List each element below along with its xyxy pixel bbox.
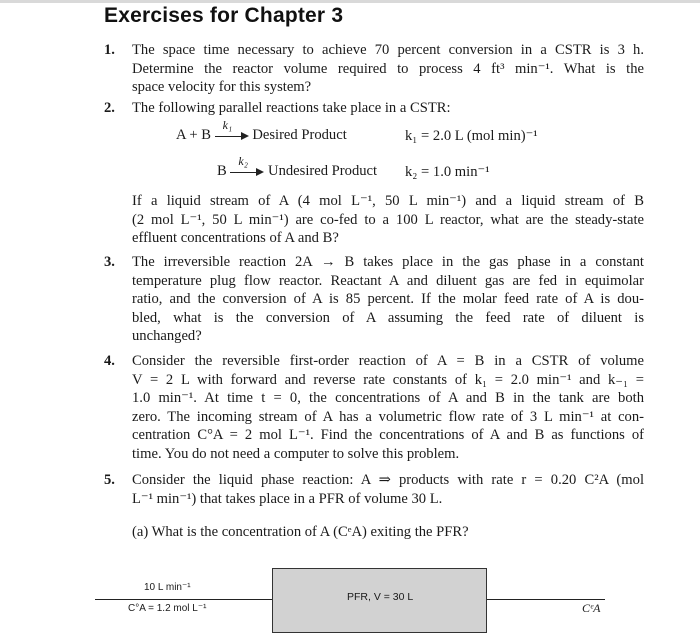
reaction-lhs: B bbox=[217, 163, 227, 179]
problem-line: time. You do not need a computer to solve this problem. bbox=[132, 445, 460, 462]
reaction-2 bbox=[217, 153, 378, 180]
problem-line: 1.0 min⁻¹. At time t = 0, the concentrations of A and B in the tank are both bbox=[132, 390, 644, 407]
problem-line: Consider the reversible first-order reaction of A = B in a CSTR of volume bbox=[132, 353, 644, 369]
problem-number: 1. bbox=[104, 42, 115, 58]
reaction-lhs: A + B bbox=[176, 127, 211, 143]
reactor-label: PFR, V = 30 L bbox=[347, 591, 414, 603]
problem-line: V = 2 L with forward and reverse rate constants of k₁ = 2.0 min⁻¹ and k₋₁ = bbox=[132, 371, 644, 388]
top-shade bbox=[0, 0, 700, 3]
problem-line: effluent concentrations of A and B? bbox=[132, 230, 339, 247]
problem-number: 3. bbox=[104, 254, 115, 270]
problem-line: The irreversible reaction 2A → B takes place in the gas phase in a constant bbox=[132, 254, 644, 270]
reaction-1 bbox=[176, 117, 347, 144]
reaction-2-rate: k₂ = 1.0 min⁻¹ bbox=[405, 164, 490, 180]
problem-line: Determine the reactor volume required to process 4 ft³ min⁻¹. What is the bbox=[132, 60, 644, 77]
problem-line: ratio, and the conversion of A is 85 percent. If the molar feed rate of A is dou- bbox=[132, 291, 644, 308]
problem-line: (2 mol L⁻¹, 50 L min⁻¹) are co-fed to a 100 L reactor, what are the steady-state bbox=[132, 211, 644, 228]
chapter-title: Exercises for Chapter 3 bbox=[104, 4, 344, 27]
reaction-product: Desired Product bbox=[252, 127, 347, 143]
problem-number: 2. bbox=[104, 100, 115, 116]
reaction-1-rate: k₁ = 2.0 L (mol min)⁻¹ bbox=[405, 128, 538, 144]
problem-line: unchanged? bbox=[132, 328, 202, 345]
reaction-arrow-icon bbox=[230, 153, 264, 179]
problem-line: temperature plug flow reactor. Reactant A and diluent gas are fed in equimolar bbox=[132, 272, 644, 289]
inlet-concentration-label: C°A = 1.2 mol L⁻¹ bbox=[128, 603, 207, 614]
reaction-arrow-icon bbox=[215, 117, 249, 143]
problem-line: zero. The incoming stream of A has a volumetric flow rate of 3 L min⁻¹ at con- bbox=[132, 408, 644, 425]
problem-line: space velocity for this system? bbox=[132, 79, 312, 96]
problem-line: The following parallel reactions take place in a CSTR: bbox=[132, 100, 451, 116]
problem-number: 4. bbox=[104, 353, 115, 369]
reaction-product: Undesired Product bbox=[268, 163, 378, 179]
problem-line: If a liquid stream of A (4 mol L⁻¹, 50 L min⁻¹) and a liquid stream of B bbox=[132, 193, 644, 209]
exit-concentration-label: CᵉA bbox=[582, 601, 601, 615]
flow-rate-label: 10 L min⁻¹ bbox=[144, 582, 191, 593]
rate-constant-label: k₁ bbox=[222, 117, 233, 132]
problem-line: The space time necessary to achieve 70 percent conversion in a CSTR is 3 h. bbox=[132, 42, 644, 58]
problem-line: L⁻¹ min⁻¹) that takes place in a PFR of volume 30 L. bbox=[132, 490, 443, 507]
problem-line: bled, what is the conversion of A assuming the feed rate of diluent is bbox=[132, 309, 644, 326]
problem-line: Consider the liquid phase reaction: A ⇒ products with rate r = 0.20 C²A (mol bbox=[132, 472, 644, 488]
problem-line: centration C°A = 2 mol L⁻¹. Find the concentrations of A and B as functions of bbox=[132, 427, 644, 444]
problem-number: 5. bbox=[104, 472, 115, 488]
part-a-question: (a) What is the concentration of A (CᵉA) exiting the PFR? bbox=[132, 524, 469, 540]
rate-constant-label: k₂ bbox=[238, 153, 248, 168]
